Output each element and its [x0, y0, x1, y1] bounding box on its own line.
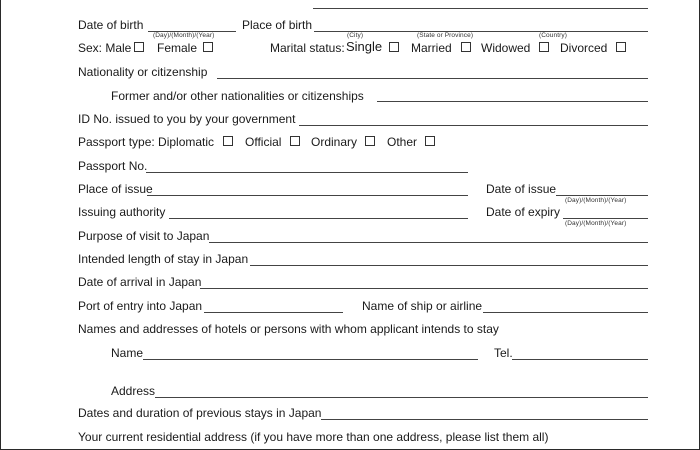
other-label: Other	[387, 135, 418, 149]
ship-or-airline-field[interactable]	[483, 312, 648, 313]
tel-field[interactable]	[512, 359, 648, 360]
hotels-heading: Names and addresses of hotels or persons with whom applicant intends to stay	[78, 322, 499, 336]
name-field[interactable]	[143, 359, 478, 360]
id-number-label: ID No. issued to you by your government	[78, 112, 296, 126]
date-of-issue-field[interactable]	[556, 195, 648, 196]
place-of-issue-label: Place of issue	[78, 182, 153, 196]
widowed-label: Widowed	[481, 41, 531, 55]
issuing-authority-label: Issuing authority	[78, 205, 166, 219]
ordinary-label: Ordinary	[311, 135, 358, 149]
address-label: Address	[111, 384, 156, 398]
passport-type-label: Passport type: Diplomatic	[78, 135, 215, 149]
former-nationalities-label: Former and/or other nationalities or citizenships	[111, 89, 364, 103]
diplomatic-checkbox[interactable]	[223, 136, 233, 146]
widowed-checkbox[interactable]	[539, 42, 549, 52]
date-of-birth-caption: (Day)/(Month)/(Year)	[153, 32, 215, 39]
current-address-label: Your current residential address (if you have more than one address, please list them all)	[78, 430, 549, 444]
passport-number-label: Passport No.	[78, 159, 148, 173]
date-of-arrival-field[interactable]	[200, 288, 648, 289]
state-province-caption: (State or Province)	[417, 32, 474, 39]
date-of-issue-caption: (Day)/(Month)/(Year)	[565, 197, 627, 204]
place-of-issue-field[interactable]	[147, 195, 468, 196]
single-label: Single	[346, 39, 383, 54]
date-of-birth-label: Date of birth	[78, 18, 144, 32]
top-field-line[interactable]	[313, 8, 648, 9]
id-number-field[interactable]	[299, 125, 648, 126]
port-of-entry-field[interactable]	[204, 312, 343, 313]
issuing-authority-field[interactable]	[169, 218, 468, 219]
single-checkbox[interactable]	[389, 42, 399, 52]
former-nationalities-field[interactable]	[377, 101, 648, 102]
intended-length-label: Intended length of stay in Japan	[78, 252, 249, 266]
official-label: Official	[245, 135, 282, 149]
marital-status-label: Marital status:	[270, 41, 345, 55]
other-checkbox[interactable]	[425, 136, 435, 146]
female-label: Female	[157, 41, 198, 55]
married-checkbox[interactable]	[461, 42, 471, 52]
passport-number-field[interactable]	[146, 172, 468, 173]
previous-stays-label: Dates and duration of previous stays in Japan	[78, 406, 322, 420]
female-checkbox[interactable]	[203, 42, 213, 52]
divorced-label: Divorced	[560, 41, 608, 55]
married-label: Married	[411, 41, 452, 55]
date-of-expiry-label: Date of expiry	[486, 205, 561, 219]
ship-or-airline-label: Name of ship or airline	[362, 299, 483, 313]
city-caption: (City)	[347, 32, 364, 39]
place-of-birth-field[interactable]	[314, 31, 648, 32]
date-of-issue-label: Date of issue	[486, 182, 557, 196]
date-of-expiry-caption: (Day)/(Month)/(Year)	[565, 220, 627, 227]
place-of-birth-label: Place of birth	[242, 18, 313, 32]
purpose-of-visit-label: Purpose of visit to Japan	[78, 229, 210, 243]
divorced-checkbox[interactable]	[616, 42, 626, 52]
date-of-arrival-label: Date of arrival in Japan	[78, 275, 202, 289]
previous-stays-field[interactable]	[321, 419, 648, 420]
date-of-expiry-field[interactable]	[563, 218, 648, 219]
tel-label: Tel.	[494, 346, 513, 360]
ordinary-checkbox[interactable]	[365, 136, 375, 146]
male-checkbox[interactable]	[134, 42, 144, 52]
nationality-field[interactable]	[217, 78, 648, 79]
address-field[interactable]	[155, 397, 648, 398]
country-caption: (Country)	[539, 32, 567, 39]
name-label: Name	[111, 346, 144, 360]
nationality-label: Nationality or citizenship	[78, 65, 208, 79]
sex-label: Sex: Male	[78, 41, 132, 55]
official-checkbox[interactable]	[290, 136, 300, 146]
purpose-of-visit-field[interactable]	[209, 242, 648, 243]
intended-length-field[interactable]	[250, 265, 648, 266]
port-of-entry-label: Port of entry into Japan	[78, 299, 203, 313]
